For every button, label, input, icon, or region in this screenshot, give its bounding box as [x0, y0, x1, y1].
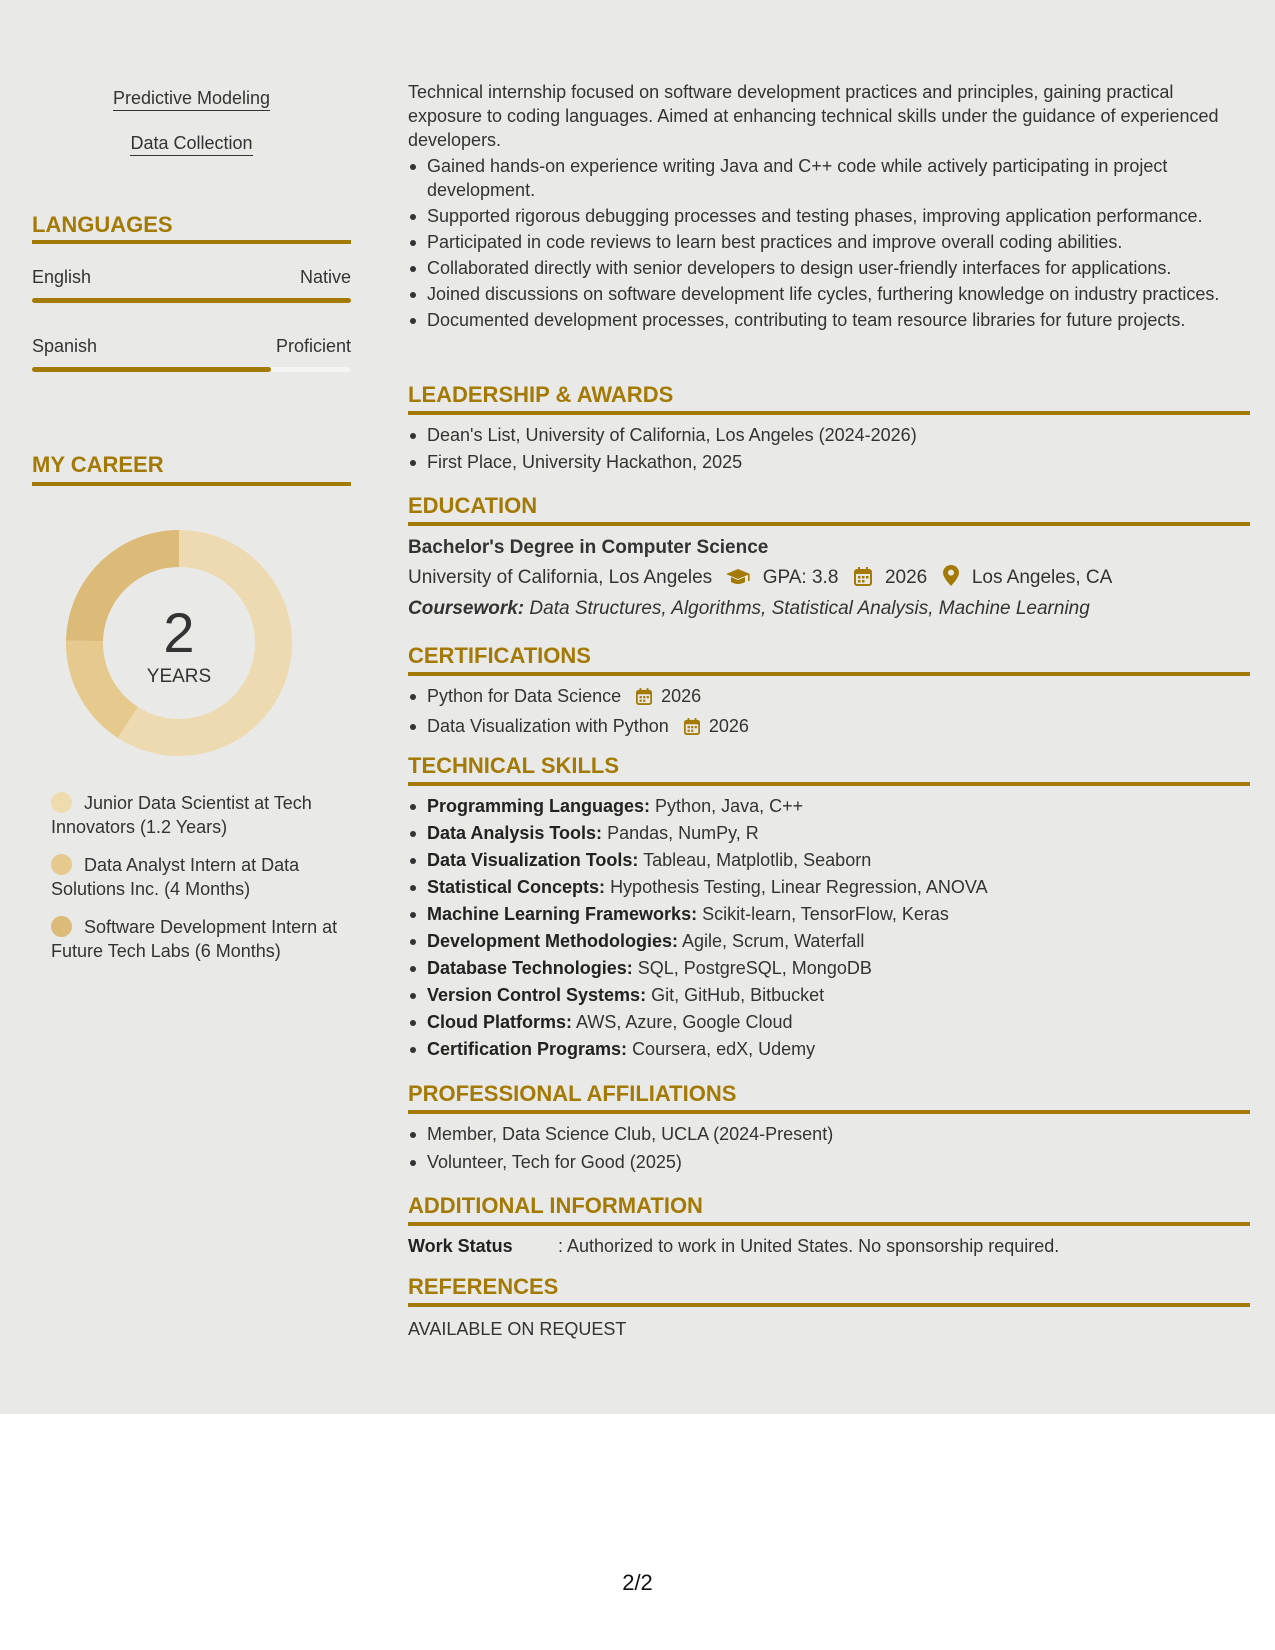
affiliations-section: [408, 1081, 1250, 1174]
language-level: Native: [299, 267, 351, 287]
list-item: Supported rigorous debugging processes and testing phases, improving application performance.: [408, 204, 1250, 228]
skill-tag: Predictive Modeling: [32, 88, 351, 109]
calendar-icon: [636, 687, 652, 711]
language-bar-fill: [32, 367, 271, 372]
skill-category: Machine Learning Frameworks:: [427, 904, 698, 924]
skill-item: [408, 794, 1250, 818]
skill-item: [408, 875, 1250, 899]
skill-category: Development Methodologies:: [427, 931, 679, 951]
career-legend-item: Software Development Intern at Future Tech Labs (6 Months): [51, 917, 338, 961]
section-heading: ADDITIONAL INFORMATION: [408, 1193, 703, 1218]
leadership-section: [408, 382, 1250, 474]
list-item: Dean's List, University of California, Los Angeles (2024-2026): [408, 423, 1250, 447]
career-heading: MY CAREER: [32, 452, 164, 477]
section-divider: [408, 411, 1250, 415]
skill-item: [408, 956, 1250, 980]
skill-category: Version Control Systems:: [427, 985, 647, 1005]
skill-values: Tableau, Matplotlib, Seaborn: [643, 850, 872, 870]
references-section: [408, 1274, 1250, 1341]
list-item: Joined discussions on software development life cycles, furthering knowledge on industry practices.: [408, 282, 1250, 306]
legend-dot: [51, 792, 72, 813]
list-item: Python for Data Science 2026: [408, 684, 1250, 711]
skill-category: Certification Programs:: [427, 1039, 628, 1059]
section-divider: [32, 482, 351, 486]
skill-tag: Data Collection: [32, 133, 351, 154]
section-heading: PROFESSIONAL AFFILIATIONS: [408, 1081, 737, 1106]
skill-item: [408, 983, 1250, 1007]
skill-values: Pandas, NumPy, R: [607, 823, 759, 843]
skill-values: SQL, PostgreSQL, MongoDB: [637, 958, 872, 978]
list-item: Volunteer, Tech for Good (2025): [408, 1150, 1250, 1174]
list-item: Participated in code reviews to learn best practices and improve overall coding abilities.: [408, 230, 1250, 254]
graduation-cap-icon: [725, 568, 751, 594]
degree-title: Bachelor's Degree in Computer Science: [408, 537, 769, 558]
gpa: GPA: 3.8: [762, 567, 839, 588]
skill-item: [408, 1010, 1250, 1034]
language-level: Proficient: [275, 336, 351, 356]
section-divider: [32, 240, 351, 244]
skill-item: [408, 848, 1250, 872]
calendar-icon: [684, 717, 700, 741]
list-item: Member, Data Science Club, UCLA (2024-Present): [408, 1122, 1250, 1146]
section-divider: [408, 1110, 1250, 1114]
languages-heading: LANGUAGES: [32, 212, 173, 237]
skill-category: Cloud Platforms:: [427, 1012, 573, 1032]
section-heading: REFERENCES: [408, 1274, 559, 1299]
skill-values: Scikit-learn, TensorFlow, Keras: [702, 904, 949, 924]
skill-values: Git, GitHub, Bitbucket: [651, 985, 825, 1005]
skill-item: [408, 821, 1250, 845]
section-heading: CERTIFICATIONS: [408, 643, 591, 668]
school-name: University of California, Los Angeles: [408, 567, 713, 588]
location-pin-icon: [943, 565, 959, 594]
list-item: Collaborated directly with senior developers to design user-friendly interfaces for applications.: [408, 256, 1250, 280]
additional-info-section: [408, 1193, 1250, 1258]
list-item: Documented development processes, contributing to team resource libraries for future projects.: [408, 308, 1250, 332]
education-section: [408, 493, 1250, 620]
references-text: AVAILABLE ON REQUEST: [408, 1319, 627, 1339]
experience-summary: Technical internship focused on software development practices and principles, gaining practical exposure to coding languages. Aimed at enhancing technical skills under the guidance of experienced developers.: [408, 82, 1219, 150]
skill-category: Database Technologies:: [427, 958, 633, 978]
skill-item: [408, 1037, 1250, 1061]
legend-dot: [51, 916, 72, 937]
experience-section: [408, 80, 1250, 332]
language-bar: [32, 298, 351, 303]
skill-item: [408, 929, 1250, 953]
career-legend-item: Junior Data Scientist at Tech Innovators (1.2 Years): [51, 793, 312, 837]
section-divider: [408, 782, 1250, 786]
legend-dot: [51, 854, 72, 875]
section-divider: [408, 1222, 1250, 1226]
language-row: [32, 336, 351, 357]
coursework-label: Coursework:: [408, 598, 525, 619]
skill-category: Programming Languages:: [427, 796, 651, 816]
section-heading: EDUCATION: [408, 493, 538, 518]
language-name: Spanish: [32, 336, 98, 356]
career-legend-item: Data Analyst Intern at Data Solutions Inc. (4 Months): [51, 855, 300, 899]
page-number: 2/2: [622, 1570, 653, 1595]
skill-values: AWS, Azure, Google Cloud: [576, 1012, 793, 1032]
skill-values: Hypothesis Testing, Linear Regression, ANOVA: [610, 877, 988, 897]
skill-category: Statistical Concepts:: [427, 877, 606, 897]
skills-section: [408, 753, 1250, 1064]
skill-category: Data Visualization Tools:: [427, 850, 639, 870]
graduation-year: 2026: [884, 567, 928, 588]
work-status-row: [408, 1234, 1250, 1258]
section-heading: TECHNICAL SKILLS: [408, 753, 620, 778]
certifications-section: [408, 643, 1250, 741]
school-location: Los Angeles, CA: [971, 567, 1113, 588]
skill-values: Coursera, edX, Udemy: [632, 1039, 816, 1059]
skill-values: Python, Java, C++: [655, 796, 804, 816]
experience-bullets: [408, 154, 1250, 332]
education-details: [408, 565, 1250, 594]
section-divider: [408, 1303, 1250, 1307]
work-status-value: : Authorized to work in United States. No sponsorship required.: [558, 1236, 1060, 1256]
section-divider: [408, 672, 1250, 676]
language-bar: [32, 367, 351, 372]
language-name: English: [32, 267, 92, 287]
section-divider: [408, 522, 1250, 526]
list-item: Gained hands-on experience writing Java and C++ code while actively participating in project development.: [408, 154, 1250, 202]
list-item: Data Visualization with Python 2026: [408, 714, 1250, 741]
skill-item: [408, 902, 1250, 926]
coursework: [408, 598, 1250, 620]
language-row: [32, 267, 351, 288]
career-total-number: 2: [163, 601, 195, 664]
work-status-label: Work Status: [408, 1236, 513, 1256]
skill-values: Agile, Scrum, Waterfall: [682, 931, 865, 951]
section-heading: LEADERSHIP & AWARDS: [408, 382, 674, 407]
language-bar-fill: [32, 298, 351, 303]
list-item: First Place, University Hackathon, 2025: [408, 450, 1250, 474]
skill-category: Data Analysis Tools:: [427, 823, 603, 843]
calendar-icon: [854, 567, 872, 594]
career-total-unit: YEARS: [146, 666, 212, 687]
coursework-list: Data Structures, Algorithms, Statistical Analysis, Machine Learning: [529, 598, 1090, 619]
